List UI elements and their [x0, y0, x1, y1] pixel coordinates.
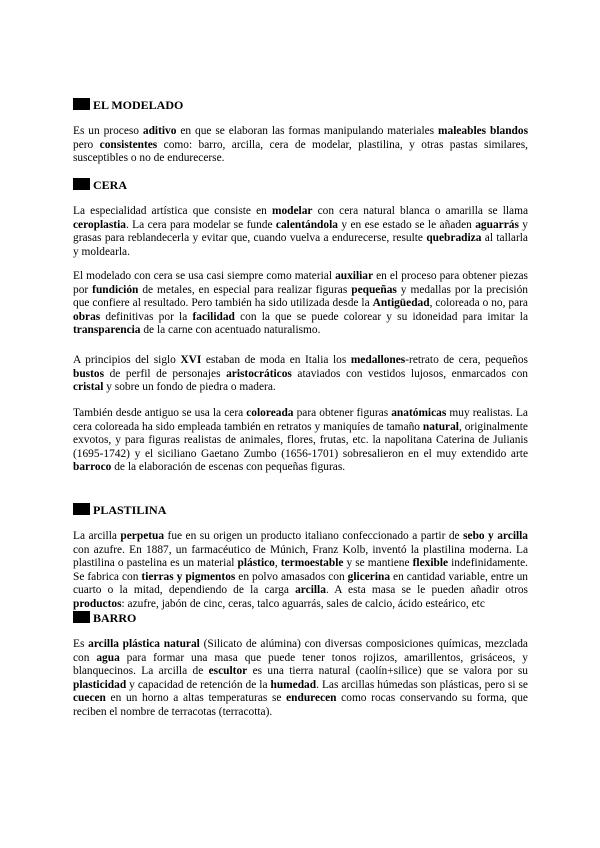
bold-term: aristocráticos [226, 367, 292, 380]
bold-term: productos [73, 597, 122, 610]
text-run: . Las arcillas húmedas son plásticas, pero si se [316, 678, 528, 691]
text-run: pero [73, 138, 100, 151]
bold-term: termoestable [280, 557, 344, 570]
bold-term: glicerina [347, 570, 391, 583]
paragraph-barro-1 [73, 638, 528, 720]
text-run: También desde antiguo se usa la cera [73, 407, 247, 419]
paragraph-cera-2 [73, 270, 528, 338]
bold-term: humedad [270, 678, 317, 691]
text-run: definitivas por la [100, 310, 193, 323]
text-run: . A esta masa se le pueden añadir otros [325, 584, 528, 597]
text-run: . La cera para modelar se funde [125, 218, 276, 231]
heading-title: BARRO [93, 611, 137, 625]
heading-barro [73, 611, 136, 625]
text-run: de metales, en especial para realizar figuras [138, 283, 352, 296]
bold-term: medallones [350, 354, 406, 366]
text-run: como: barro, arcilla, cera de modelar, plastilina, y otras pastas similares, susceptibles o no de endurecerse. [73, 138, 529, 165]
text-run: de la elaboración de escenas con pequeñas figuras. [111, 461, 346, 474]
text-run: como rocas conservando su forma, que reciben el nombre de terracotas (terracotta). [73, 692, 528, 718]
bold-term: consistentes [99, 138, 158, 151]
text-run: en que se elaboran las formas manipulando materiales [176, 125, 439, 137]
text-run: -retrato de cera, pequeños [405, 354, 528, 366]
text-run: ataviados con vestidos lujosos, enmarcados con [291, 367, 528, 380]
bold-term: arcilla plástica natural [88, 638, 200, 650]
bold-term: plasticidad [73, 678, 127, 691]
text-run: muy realistas. La cera coloreada ha sido empleada también en retratos y maniquíes de tamaño [73, 407, 528, 433]
heading-cera [73, 178, 127, 192]
paragraph-cera-4 [73, 407, 528, 475]
text-run: A principios del siglo [73, 354, 181, 366]
heading-title: EL MODELADO [93, 98, 184, 112]
bold-term: coloreada [246, 407, 294, 419]
text-run: , coloreada o no, para [429, 297, 528, 310]
text-run: es una tierra natural (caolín+silice) que se valora por su [247, 665, 529, 678]
bold-term: arcilla [295, 584, 326, 597]
text-run: y en ese estado se le añaden [337, 218, 476, 231]
text-run: en un horno a altas temperaturas se [105, 692, 287, 705]
text-run: con cera natural blanca o amarilla se llama [312, 205, 528, 217]
text-run: Es [73, 638, 89, 650]
bold-term: anatómicas [391, 407, 447, 419]
bold-term: aguarrás [475, 218, 519, 231]
heading-marker-block [73, 503, 90, 515]
bold-term: flexible [412, 557, 449, 570]
bold-term: maleables blandos [438, 125, 528, 137]
text-run: para formar una masa que puede tener tonos rojizos, amarillentos, grisáceos, y blanquecinos. La arcilla de [73, 651, 528, 678]
bold-term: obras [73, 310, 101, 323]
heading-title: CERA [93, 178, 128, 192]
bold-term: quebradiza [426, 232, 482, 245]
bold-term: cristal [73, 381, 104, 394]
heading-plastilina [73, 503, 166, 517]
bold-term: tierras y pigmentos [141, 570, 236, 583]
heading-marker-block [73, 178, 90, 190]
text-run: de la carne con acentuado naturalismo. [140, 324, 321, 337]
bold-term: ceroplastia [73, 218, 126, 231]
text-run: y grasas para reblandecerla y evitar que, cuando vuelva a endurecerse, resulte [73, 218, 528, 245]
text-run: y sobre un fondo de piedra o madera. [103, 381, 276, 394]
bold-term: sebo y arcilla [463, 530, 529, 542]
bold-term: Antigüedad [372, 297, 430, 310]
bold-term: facilidad [192, 310, 235, 323]
bold-term: fundición [92, 283, 139, 296]
bold-term: pequeñas [351, 283, 397, 296]
text-run: en cantidad variable, entre un cuarto o la mitad, dependiendo de la carga [73, 570, 528, 597]
text-run: , originalmente exvotos, y para figuras realistas de animales, flores, frutas, etc. la napolitana Caterina de Julianis (1695-1742) y el siciliano Gaetano Zumbo (1656-1701) sobresalieron en el muy extendido arte [73, 420, 528, 460]
text-run: en polvo amasados con [235, 570, 348, 583]
bold-term: calentándola [275, 218, 338, 231]
paragraph-plastilina-1 [73, 530, 528, 612]
heading-marker-block [73, 98, 90, 110]
text-run: para obtener figuras [293, 407, 392, 419]
text-run: : azufre, jabón de cinc, ceras, talco aguarrás, sales de calcio, ácido esteárico, etc [121, 597, 485, 610]
heading-title: PLASTILINA [93, 503, 167, 517]
text-run: al tallarla y moldearla. [73, 232, 528, 258]
bold-term: agua [96, 651, 120, 664]
text-run: con la que se puede colorear y su idoneidad para imitar la [234, 310, 528, 323]
bold-term: escultor [208, 665, 248, 678]
text-run: indefinidamente. Se fabrica con [73, 557, 528, 583]
text-run: con azufre. En 1887, un farmacéutico de Múnich, Franz Kolb, inventó la plastilina moderna. La plastilina o pastelina es un material [73, 543, 528, 570]
text-run: La arcilla [73, 530, 121, 542]
paragraph-cera-1 [73, 205, 528, 259]
heading-marker-block [73, 611, 90, 623]
bold-term: bustos [73, 367, 105, 380]
text-run: El modelado con cera se usa casi siempre como material [73, 270, 336, 282]
text-run: estaban de moda en Italia los [201, 354, 351, 366]
bold-term: modelar [271, 205, 313, 217]
text-run: La especialidad artística que consiste en [73, 205, 272, 217]
bold-term: aditivo [142, 125, 177, 137]
text-run: y medallas por la precisión que confiere al resultado. Pero también ha sido utilizada desde la [73, 283, 528, 310]
text-run: fue en su origen un producto italiano confeccionado a partir de [164, 530, 464, 542]
bold-term: natural [422, 420, 459, 433]
bold-term: perpetua [120, 530, 165, 542]
bold-term: endurecen [286, 692, 337, 705]
text-run: de perfil de personajes [104, 367, 227, 380]
paragraph-modelado-1 [73, 125, 528, 166]
bold-term: XVI [180, 354, 202, 366]
text-run: en el proceso para obtener piezas por [73, 270, 528, 296]
heading-el-modelado [73, 98, 183, 112]
text-run: y capacidad de retención de la [126, 678, 271, 691]
bold-term: plástico [237, 557, 275, 570]
text-run: y se mantiene [343, 557, 413, 570]
text-run: Es un proceso [73, 125, 143, 137]
bold-term: transparencia [73, 324, 141, 337]
bold-term: cuecen [73, 692, 106, 705]
paragraph-cera-3 [73, 354, 528, 395]
bold-term: barroco [73, 461, 112, 474]
text-run: (Silicato de alúmina) con diversas composiciones químicas, mezclada con [73, 638, 528, 664]
text-run: , [274, 557, 281, 570]
bold-term: auxiliar [335, 270, 374, 282]
